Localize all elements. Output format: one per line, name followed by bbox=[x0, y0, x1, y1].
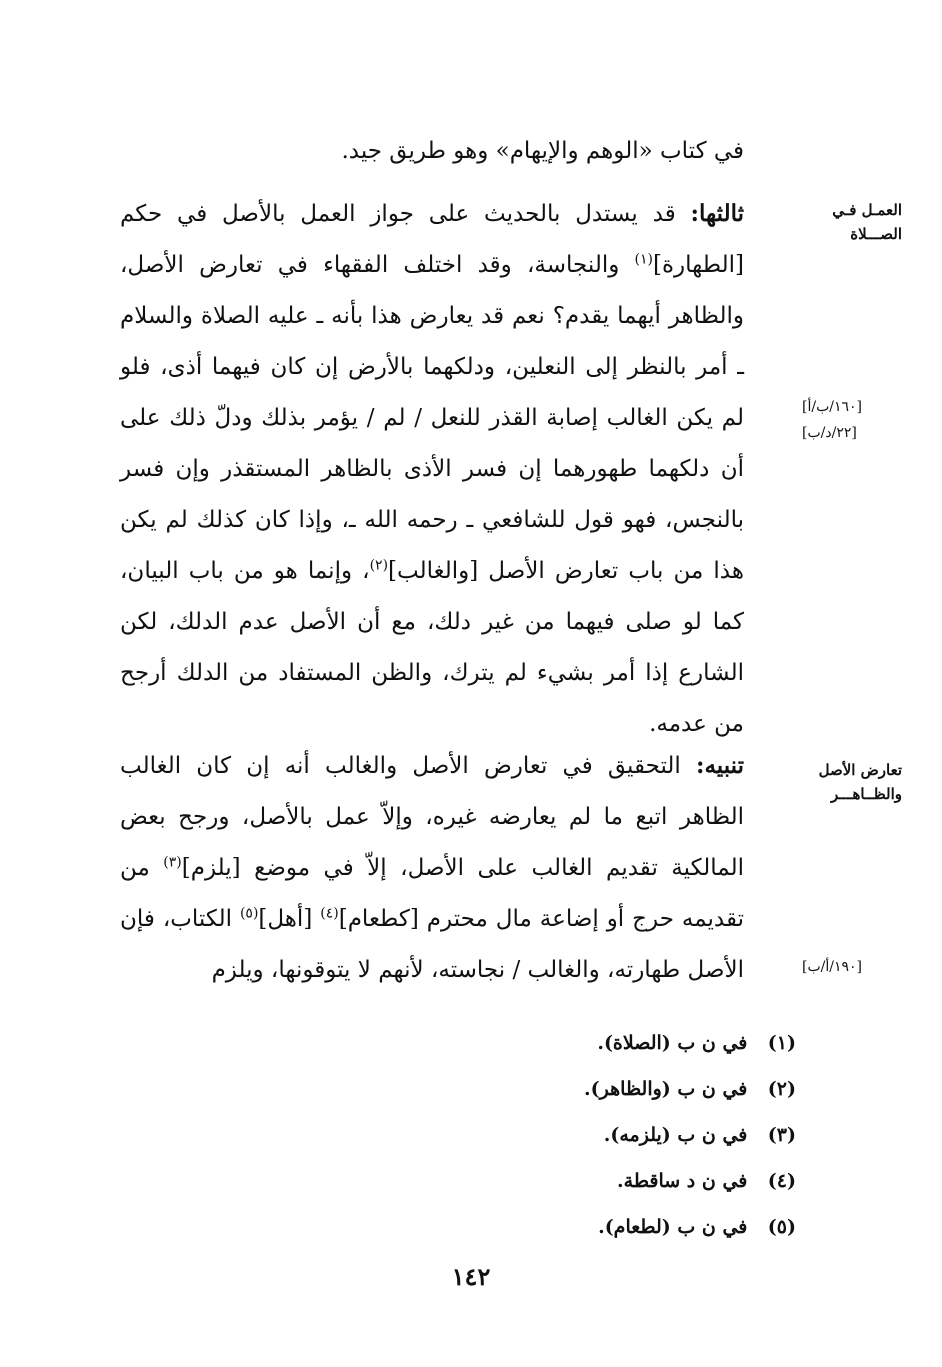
margin-note-prayer-line-2: الصـــلاة bbox=[850, 225, 902, 243]
third-segment-2: والنجاسة، وقد اختلف الفقهاء في تعارض الأصل، والظاهر أيهما يقدم؟ نعم قد يعارض هذا بأنه ـ عليه الصلاة والسلام ـ أمر بالنظر إلى النعلين، ودلكهما بالأرض إن كان فيهما أذى، فلو لم يكن الغالب إصابة القذر للنعل / لم / يؤمر بذلك ودلّ ذلك على أن دلكهما طهورهما إن فسر الأذى بالظاهر المستقذر وإن فسر بالنجس، فهو قول للشافعي ـ رحمه الله ـ، وإذا كان كذلك لم يكن هذا من باب تعارض الأصل [والغالب] bbox=[120, 252, 744, 584]
page-number: ١٤٢ bbox=[451, 1262, 491, 1291]
margin-note-prayer bbox=[806, 198, 902, 246]
paragraph-third-text bbox=[120, 188, 792, 750]
footnote-text: في ن ب (يلزمه). bbox=[603, 1124, 748, 1146]
intro-text: في كتاب «الوهم والإيهام» وهو طريق جيد. bbox=[341, 138, 744, 164]
footnote-row bbox=[300, 1204, 796, 1250]
margin-note-conflict bbox=[806, 758, 902, 806]
footnote-text: في ن ب (الصلاة). bbox=[597, 1032, 748, 1054]
third-point-lead: ثالثها: bbox=[690, 200, 744, 227]
footnote-ref-5: (٥) bbox=[239, 905, 259, 922]
footnote-text: في ن ب (والظاهر). bbox=[584, 1078, 748, 1100]
margin-ref-3: [١٩٠/أ/ب] bbox=[802, 959, 863, 975]
note-lead: تنبيه: bbox=[695, 752, 744, 779]
footnote-row bbox=[300, 1066, 796, 1112]
footnote-row bbox=[300, 1112, 796, 1158]
margin-note-prayer-line-1: العمـل فـي bbox=[832, 201, 902, 219]
footnote-number: (١) bbox=[767, 1032, 796, 1054]
footnote-ref-1: (١) bbox=[634, 251, 654, 268]
note-segment-4: الكتاب، فإن الأصل طهارته، والغالب / نجاسته، لأنهم لا يتوقونها، ويلزم bbox=[120, 906, 744, 983]
note-segment-3: [أهل] bbox=[258, 906, 321, 932]
third-segment-3: ، وإنما هو من باب البيان، كما لو صلى فيهما من غير دلك، مع أن الأصل عدم الدلك، لكن الشارع إذا أمر بشيء لم يترك، والظن المستفاد من الدلك أرجح من عدمه. bbox=[120, 558, 744, 737]
footnote-row bbox=[300, 1020, 796, 1066]
intro-line bbox=[120, 126, 792, 177]
margin-ref-1: [١٦٠/ب/أ] bbox=[802, 399, 863, 415]
footnote-ref-2: (٢) bbox=[369, 557, 389, 574]
footnote-ref-4: (٤) bbox=[320, 905, 339, 922]
margin-note-conflict-line-1: تعارض الأصل bbox=[818, 761, 902, 779]
footnotes bbox=[300, 1020, 796, 1250]
footnote-number: (٤) bbox=[767, 1170, 796, 1192]
footnote-number: (٣) bbox=[767, 1124, 796, 1146]
footnote-ref-3: (٣) bbox=[163, 854, 182, 871]
margin-ref-2: [٢٢/د/ب] bbox=[802, 425, 857, 441]
third-segment-1: قد يستدل بالحديث على جواز العمل بالأصل في حكم [الطهارة] bbox=[120, 201, 744, 278]
footnote-number: (٢) bbox=[767, 1078, 796, 1100]
footnote-text: في ن ب (لطعام). bbox=[598, 1216, 748, 1238]
note-segment-2: من تقديمه حرج أو إضاعة مال محترم [كطعام] bbox=[120, 855, 745, 932]
footnote-number: (٥) bbox=[767, 1216, 796, 1238]
margin-note-conflict-line-2: والظــاهـــر bbox=[830, 785, 902, 803]
paragraph-note bbox=[120, 740, 792, 996]
paragraph-note-text bbox=[120, 740, 792, 996]
footnote-row bbox=[300, 1158, 796, 1204]
note-segment-1: التحقيق في تعارض الأصل والغالب أنه إن كان الغالب الظاهر اتبع ما لم يعارضه غيره، وإلاّ عمل بالأصل، ورجح بعض المالكية تقديم الغالب على الأصل، إلاّ في موضع [يلزم] bbox=[120, 753, 744, 881]
paragraph-third-point bbox=[120, 188, 792, 750]
footnote-text: في ن د ساقطة. bbox=[617, 1170, 748, 1192]
